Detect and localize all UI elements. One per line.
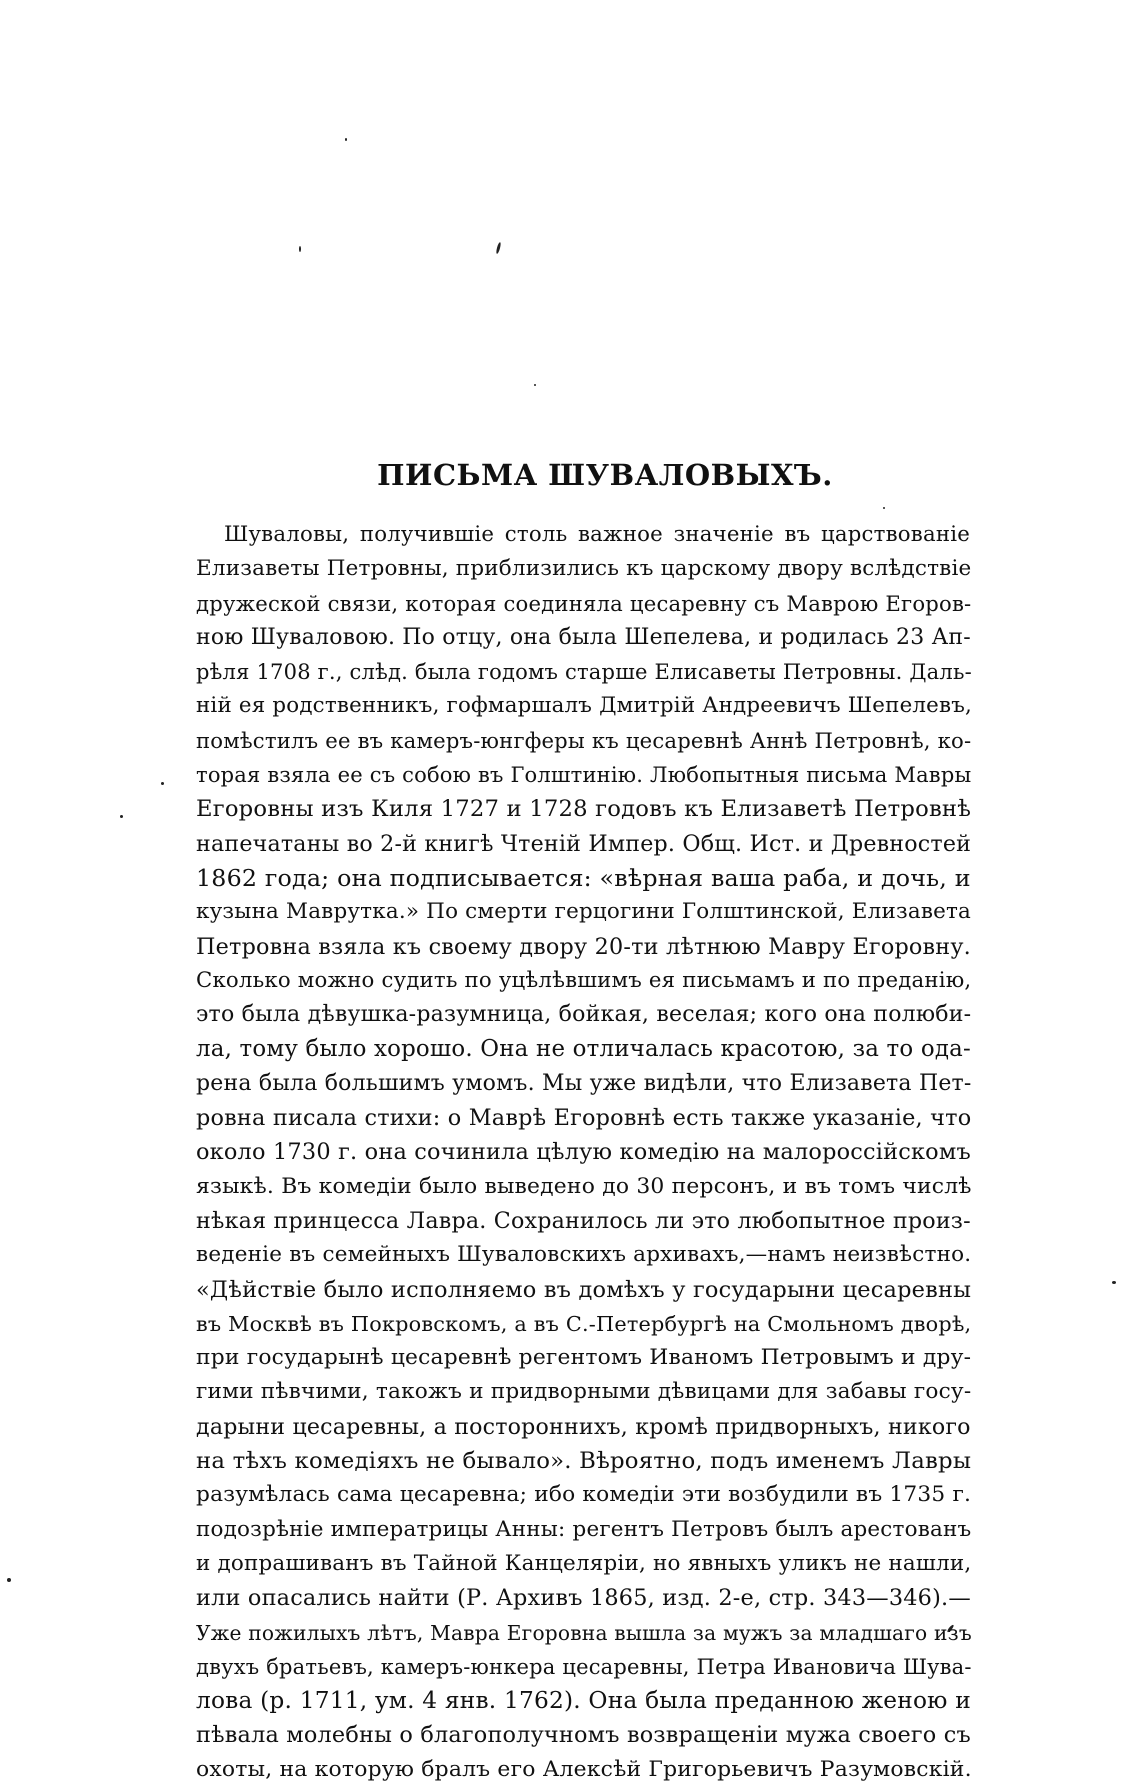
text-line: дружеской связи, которая соединяла цесаревну съ Маврою Егоров- [196, 590, 972, 616]
text-line: 1862 года; она подписывается: «вѣрная ваша раба, и дочь, и [196, 863, 971, 892]
text-line: языкѣ. Въ комедіи было выведено до 30 персонъ, и въ томъ числѣ [196, 1173, 972, 1199]
scan-speck [120, 815, 123, 818]
scan-speck [534, 384, 536, 386]
text-line: охоты, на которую бралъ его Алексѣй Григорьевичъ Разумовскій. [196, 1756, 972, 1782]
text-line: Уже пожилыхъ лѣтъ, Мавра Егоровна вышла за мужъ за младшаго изъ [196, 1620, 972, 1645]
text-line: въ Москвѣ въ Покровскомъ, а въ С.-Петербургѣ на Смольномъ дворѣ, [196, 1311, 972, 1336]
scan-speck [161, 782, 164, 785]
text-line: лова (р. 1711, ум. 4 янв. 1762). Она была преданною женою и [196, 1687, 971, 1715]
scan-speck [7, 1578, 11, 1582]
text-line: дарыни цесаревны, а постороннихъ, кромѣ придворныхъ, никого [196, 1413, 971, 1440]
text-line: ною Шуваловою. По отцу, она была Шепелева, и родилась 23 Ап- [196, 624, 971, 650]
text-line: подозрѣніе императрицы Анны: регентъ Петровъ былъ арестованъ [196, 1516, 972, 1542]
text-line: помѣстилъ ее въ камеръ-юнгферы къ цесаревнѣ Аннѣ Петровнѣ, ко- [196, 727, 972, 753]
text-line: рена была большимъ умомъ. Мы уже видѣли, что Елизавета Пет- [196, 1070, 972, 1096]
text-line: кузына Маврутка.» По смерти герцогини Голштинской, Елизавета [196, 899, 972, 925]
text-line: это была дѣвушка-разумница, бойкая, веселая; кого она полюби- [196, 1002, 972, 1028]
text-line: Шуваловы, получившіе столь важное значеніе въ царствованіе [224, 522, 970, 547]
text-line: и допрашиванъ въ Тайной Канцеляріи, но явныхъ уликъ не нашли, [196, 1550, 972, 1576]
text-line: гими пѣвчими, такожъ и придворными дѣвицами для забавы госу- [196, 1379, 972, 1405]
text-line: пѣвала молебны о благополучномъ возвращеніи мужа своего съ [196, 1722, 971, 1749]
text-line: ній ея родственникъ, гофмаршалъ Дмитрій Андреевичъ Шепелевъ, [196, 693, 973, 719]
text-line: или опасались найти (Р. Архивъ 1865, изд. 2-е, стр. 343—346).— [196, 1585, 971, 1612]
text-line: веденіе въ семейныхъ Шуваловскихъ архивахъ,—намъ неизвѣстно. [196, 1242, 972, 1268]
text-line: разумѣлась сама цесаревна; ибо комедіи эти возбудили въ 1735 г. [196, 1482, 972, 1508]
text-line: на тѣхъ комедіяхъ не бывало». Вѣроятно, подъ именемъ Лавры [196, 1448, 972, 1475]
scan-speck [883, 507, 885, 509]
text-line: около 1730 г. она сочинила цѣлую комедію на малороссійскомъ [196, 1139, 971, 1166]
text-line: двухъ братьевъ, камеръ-юнкера цесаревны, Петра Ивановича Шува- [196, 1653, 972, 1679]
text-line: Петровна взяла къ своему двору 20-ти лѣтнюю Мавру Егоровну. [196, 933, 971, 960]
text-line: Егоровны изъ Киля 1727 и 1728 годовъ къ Елизаветѣ Петровнѣ [196, 796, 972, 823]
scan-speck [1112, 1281, 1116, 1284]
scan-speck [495, 242, 501, 254]
text-line: ла, тому было хорошо. Она не отличалась красотою, за то ода- [196, 1036, 971, 1063]
scan-speck [345, 138, 347, 141]
page-title: ПИСЬМА ШУВАЛОВЫХЪ. [377, 458, 833, 492]
text-line: напечатаны во 2-й книгѣ Чтеній Импер. Общ. Ист. и Древностей [196, 830, 972, 857]
text-line: Елизаветы Петровны, приблизились къ царскому двору вслѣдствіе [196, 556, 972, 582]
text-line: Сколько можно судить по уцѣлѣвшимъ ея письмамъ и по преданію, [196, 967, 972, 993]
text-line: торая взяла ее съ собою въ Голштинію. Любопытныя письма Мавры [196, 762, 972, 788]
text-line: при государынѣ цесаревнѣ регентомъ Иваномъ Петровымъ и дру- [196, 1345, 972, 1371]
body-paragraph [196, 518, 973, 1787]
text-line: рѣля 1708 г., слѣд. была годомъ старше Елисаветы Петровны. Даль- [196, 659, 972, 685]
scan-speck [299, 246, 301, 252]
text-line: ровна писала стихи: о Маврѣ Егоровнѣ есть также указаніе, что [196, 1105, 972, 1132]
text-line: «Дѣйствіе было исполняемо въ домѣхъ у государыни цесаревны [196, 1276, 972, 1303]
text-line: нѣкая принцесса Лавра. Сохранилось ли это любопытное произ- [196, 1207, 971, 1234]
